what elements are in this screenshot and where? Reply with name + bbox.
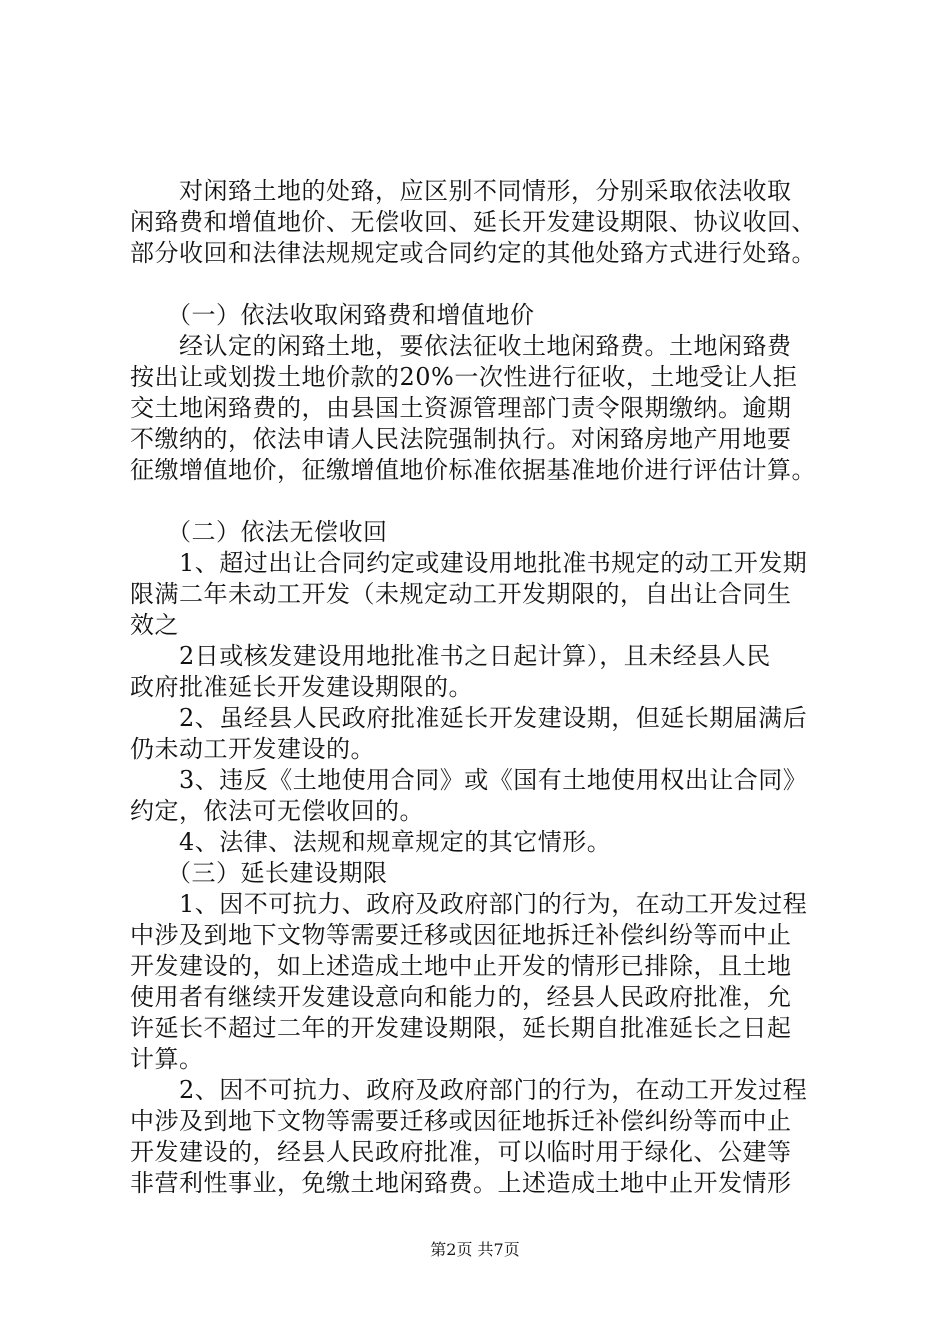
text-line: 1、超过出让合同约定或建设用地批准书规定的动工开发期 <box>130 549 808 577</box>
paragraph-gap <box>130 486 840 517</box>
section-heading: （一）依法收取闲臵费和增值地价 <box>130 301 535 329</box>
text-line: 2日或核发建设用地批准书之日起计算），且未经县人民 <box>130 642 771 670</box>
text-line: 开发建设的，经县人民政府批准，可以临时用于绿化、公建等 <box>130 1138 792 1166</box>
text-line: 政府批准延长开发建设期限的。 <box>130 673 473 701</box>
text-line: 按出让或划拨土地价款的20%一次性进行征收，土地受让人拒 <box>130 363 798 391</box>
text-line: 计算。 <box>130 1045 204 1073</box>
text-line: 开发建设的，如上述造成土地中止开发的情形已排除，且土地 <box>130 952 792 980</box>
text-line: 中涉及到地下文物等需要迁移或因征地拆迁补偿纠纷等而中止 <box>130 921 792 949</box>
text-line: 2、因不可抗力、政府及政府部门的行为，在动工开发过程 <box>130 1076 808 1104</box>
text-line: 经认定的闲臵土地，要依法征收土地闲臵费。土地闲臵费 <box>130 332 792 360</box>
text-line: 4、法律、法规和规章规定的其它情形。 <box>130 828 612 856</box>
text-line: 3、违反《土地使用合同》或《国有土地使用权出让合同》 <box>130 766 808 794</box>
text-line: 2、虽经县人民政府批准延长开发建设期，但延长期届满后 <box>130 704 808 732</box>
text-line: 效之 <box>130 611 179 639</box>
section-heading: （三）延长建设期限 <box>130 859 388 887</box>
section-heading: （二）依法无偿收回 <box>130 518 388 546</box>
document-body <box>130 176 840 1199</box>
page-number-footer: 第2页 共7页 <box>430 1240 520 1259</box>
text-line: 对闲臵土地的处臵，应区别不同情形，分别采取依法收取 <box>130 177 792 205</box>
text-line: 不缴纳的，依法申请人民法院强制执行。对闲臵房地产用地要 <box>130 425 792 453</box>
text-line: 仍未动工开发建设的。 <box>130 735 375 763</box>
text-line: 许延长不超过二年的开发建设期限，延长期自批准延长之日起 <box>130 1014 792 1042</box>
text-line: 征缴增值地价，征缴增值地价标准依据基准地价进行评估计算。 <box>130 456 816 484</box>
text-line: 交土地闲臵费的，由县国土资源管理部门责令限期缴纳。逾期 <box>130 394 792 422</box>
text-line: 中涉及到地下文物等需要迁移或因征地拆迁补偿纠纷等而中止 <box>130 1107 792 1135</box>
text-line: 使用者有继续开发建设意向和能力的，经县人民政府批准，允 <box>130 983 792 1011</box>
text-line: 部分收回和法律法规规定或合同约定的其他处臵方式进行处臵。 <box>130 239 816 267</box>
paragraph-gap <box>130 269 840 300</box>
text-line: 1、因不可抗力、政府及政府部门的行为，在动工开发过程 <box>130 890 808 918</box>
text-line: 约定，依法可无偿收回的。 <box>130 797 424 825</box>
text-line: 限满二年未动工开发（未规定动工开发期限的，自出让合同生 <box>130 580 792 608</box>
text-line: 非营利性事业，免缴土地闲臵费。上述造成土地中止开发情形 <box>130 1169 792 1197</box>
text-line: 闲臵费和增值地价、无偿收回、延长开发建设期限、协议收回、 <box>130 208 816 236</box>
